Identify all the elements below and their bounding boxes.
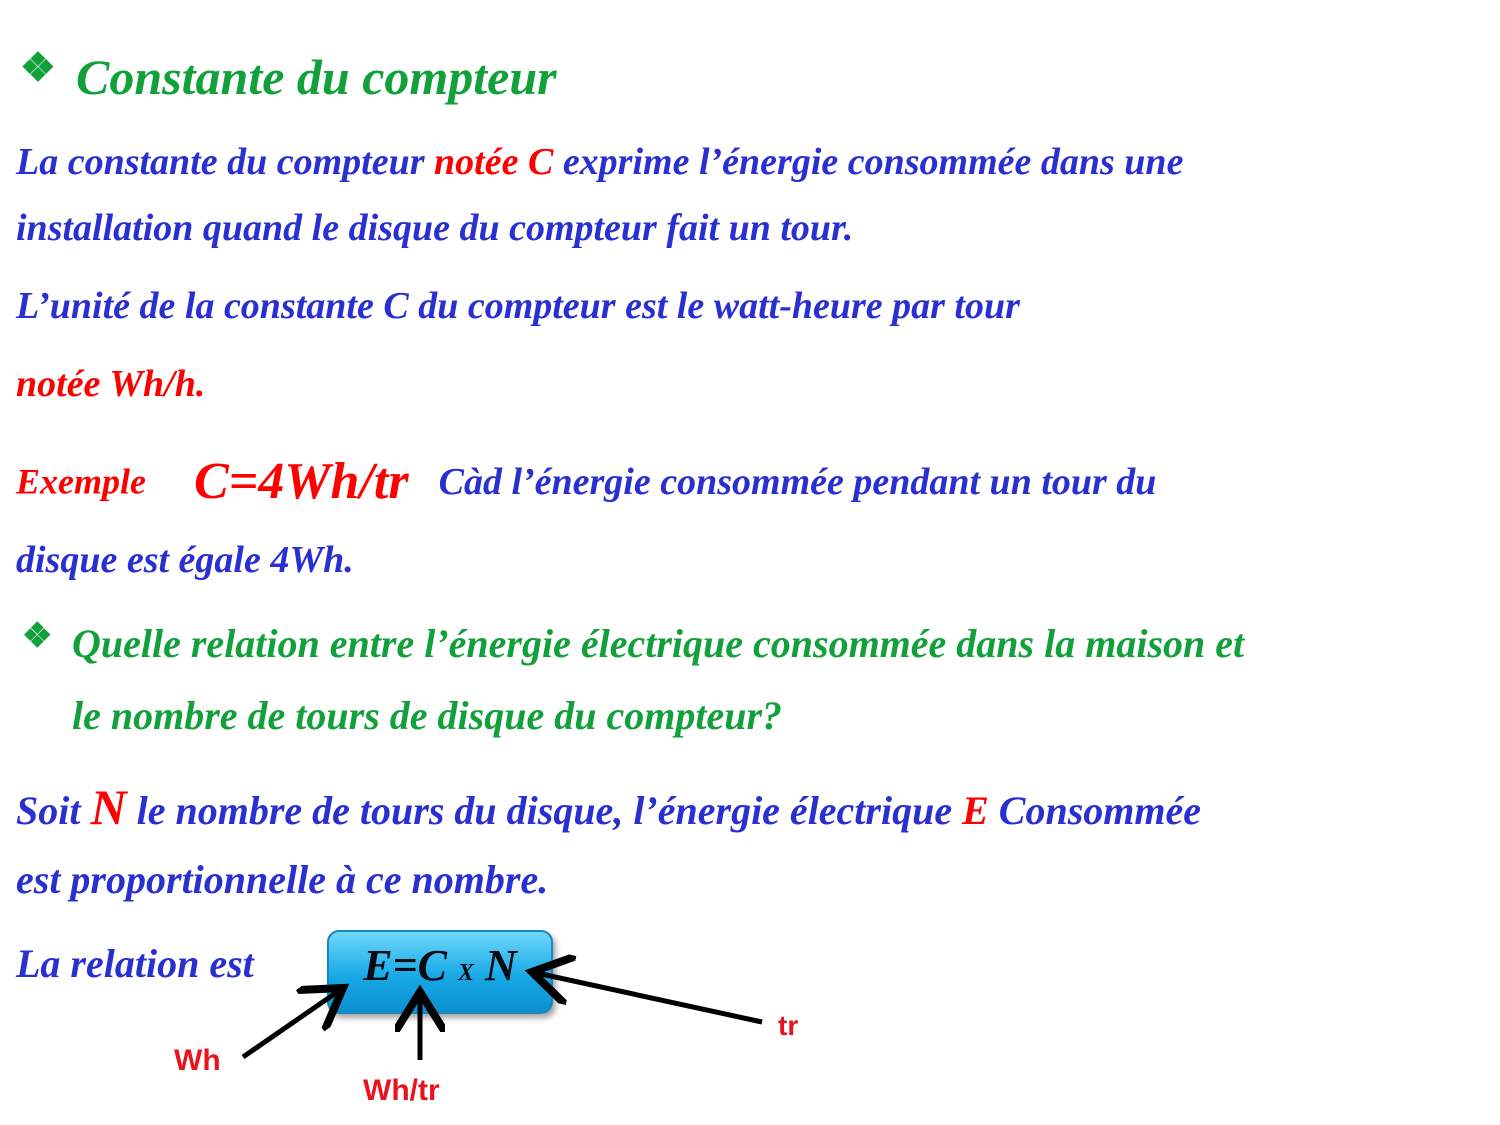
relation-label: La relation est (16, 941, 254, 986)
variable-n: N (90, 779, 127, 835)
section-heading-constante: Constante du compteur (76, 49, 557, 105)
paragraph-3-line-2: est proportionnelle à ce nombre. (16, 857, 549, 902)
arrow-tr (532, 972, 762, 1022)
formula-left: E=C (363, 941, 458, 990)
paragraph-2-line-1: L’unité de la constante C du compteur est le watt-heure par tour (16, 285, 1020, 327)
unit-label-whtr: Wh/tr (363, 1074, 440, 1107)
formula-right: N (474, 941, 517, 990)
example-label: Exemple (16, 461, 146, 502)
text-segment: le nombre de tours du disque, l’énergie électrique (126, 788, 963, 833)
formula-times: X (457, 960, 474, 986)
bullet-diamond-icon: ❖ (22, 618, 53, 655)
text-segment: Soit (16, 788, 91, 833)
example-text: Càd l’énergie consommée pendant un tour du (438, 460, 1157, 503)
unit-label-wh: Wh (174, 1044, 221, 1077)
paragraph-2-line-2: notée Wh/h. (16, 363, 206, 405)
text-segment: exprime l’énergie consommée dans une (553, 141, 1184, 183)
unit-label-tr: tr (778, 1010, 799, 1041)
example-formula: C=4Wh/tr (193, 453, 409, 510)
example-line-2: disque est égale 4Wh. (16, 539, 354, 581)
question-heading-line-2: le nombre de tours de disque du compteur? (72, 693, 783, 738)
bullet-diamond-icon: ❖ (20, 45, 56, 90)
text-segment: La constante du compteur (16, 141, 435, 183)
paragraph-1-line-2: installation quand le disque du compteur fait un tour. (16, 207, 854, 249)
text-segment: Consommée (988, 788, 1202, 833)
question-heading-line-1: Quelle relation entre l’énergie électrique consommée dans la maison et (72, 621, 1245, 666)
highlight-notee-c: notée C (434, 141, 554, 183)
arrow-wh (243, 988, 343, 1057)
variable-e: E (962, 788, 989, 833)
